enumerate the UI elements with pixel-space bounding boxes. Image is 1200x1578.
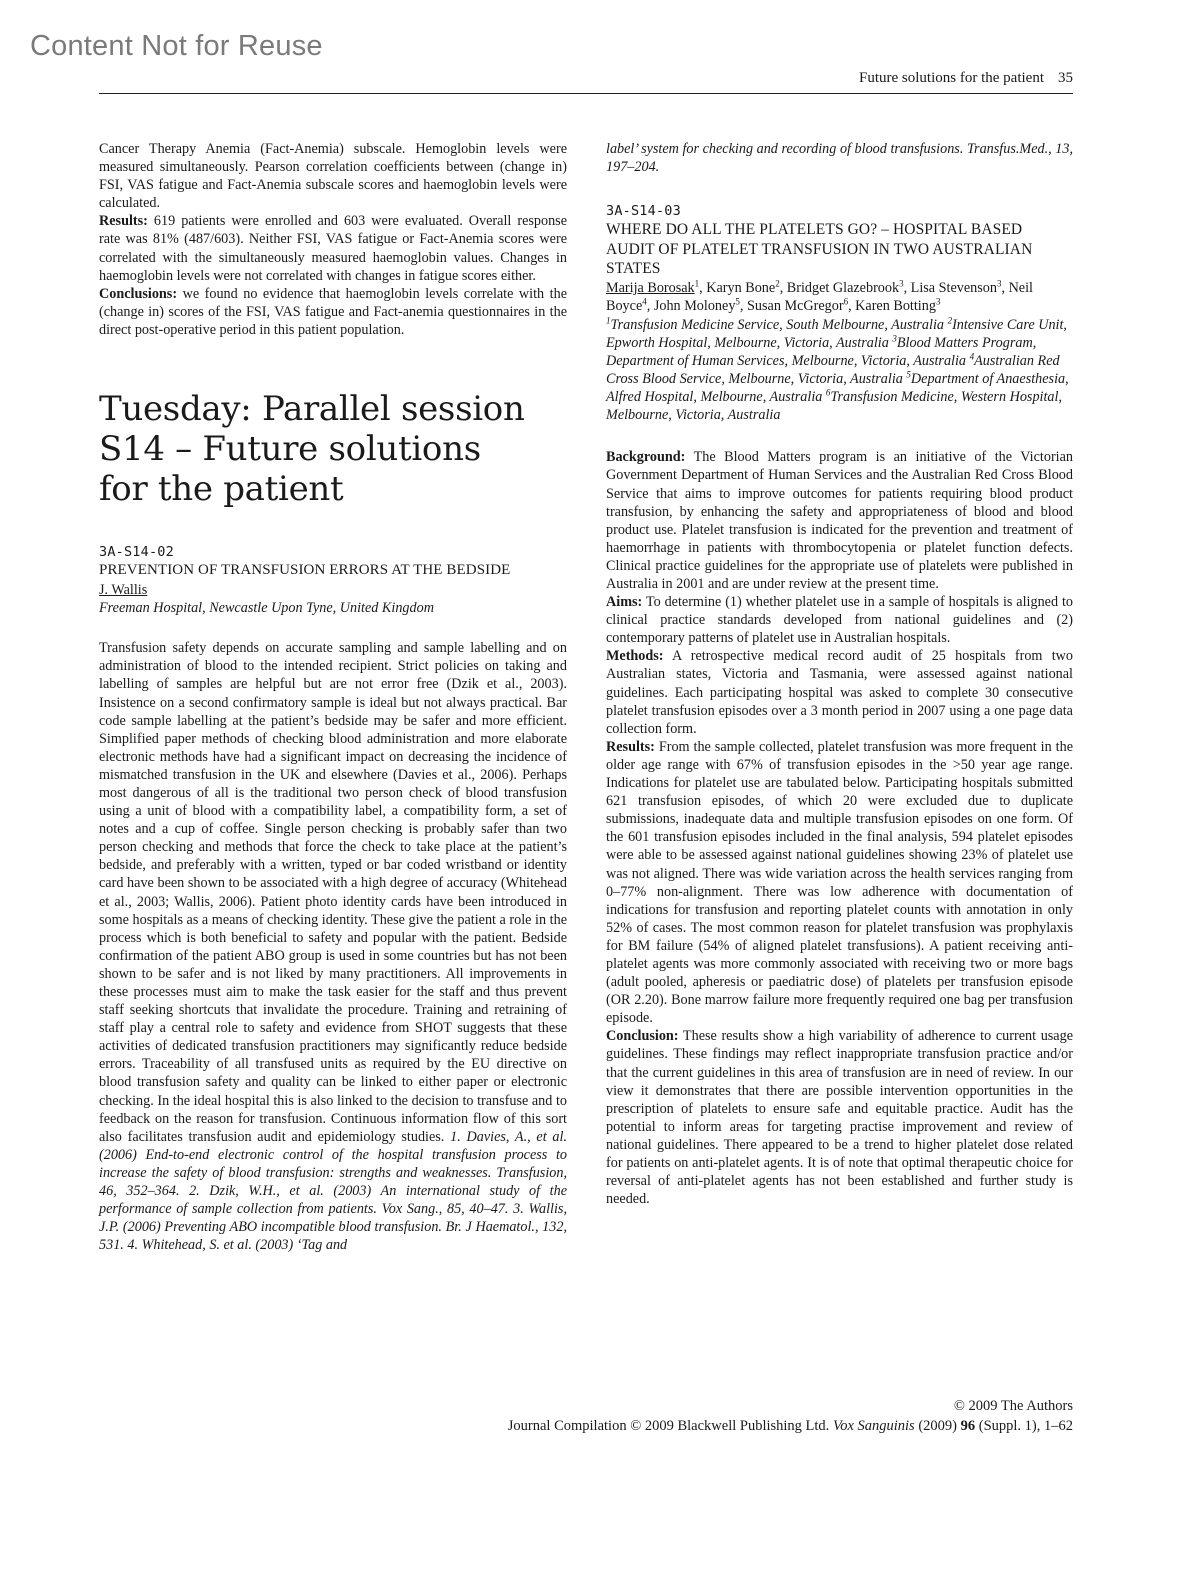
continued-abstract-conclusions bbox=[99, 285, 567, 339]
continued-abstract-intro: Cancer Therapy Anemia (Fact-Anemia) subscale. Hemoglobin levels were measured simultaneously. Pearson correlation coefficients between (change in) FSI, VAS fatigue and Fact-Anemia subscale scores and haemoglobin levels were calculated. bbox=[99, 141, 567, 212]
right-column bbox=[606, 140, 1073, 1208]
author-name: Karen Botting bbox=[855, 298, 936, 315]
conclusion-label: Conclusion: bbox=[606, 1028, 679, 1045]
conclusion-paragraph bbox=[606, 1027, 1073, 1208]
author-sup: 6 bbox=[843, 296, 849, 307]
methods-text: A retrospective medical record audit of 25 hospitals from two Australian states, Victoria and Tasmania, were assessed against national guidelines. Each participating hospital was asked to complete 30 consecutive platelet transfusion episodes over a 3 month period in 2007 using a one page data collection form. bbox=[606, 648, 1073, 737]
abstract-author bbox=[99, 581, 567, 600]
results-text: From the sample collected, platelet transfusion was more frequent in the older age range with 67% of transfusion episodes in the >50 year age range. Indications for platelet use are tabulated below. Participating hospitals submitted 621 transfusion episodes, of which 20 were excluded due to duplicate submissions, inadequate data and multiple transfusion episodes on one form. Of the 601 transfusion episodes included in the final analysis, 594 platelet episodes were able to be assessed against national guidelines showing 23% of platelet use was not aligned. There was wide variation across the health services ranging from 0–77% non-alignment. There was low adherence with documentation of indications for transfusion and reporting platelet counts with annotation in only 52% of cases. The most common reason for platelet transfusion was prophylaxis for BM failure (54% of aligned platelet transfusions). A patient receiving anti-platelet agents was more commonly associated with receiving two or more bags (adult pooled, apheresis or paediatric dose) of platelets per transfusion episode (OR 2.20). Bone marrow failure more frequently required one bag per transfusion episode. bbox=[606, 738, 1073, 1027]
abstract-authors: Marija Borosak$^1$, Karyn Bone$^2$, Bridget Glazebrook$^3$, Lisa Stevenson$^3$, Neil Boyce$^4$, John Moloney$^5$, Susan McGregor$^6$, Karen Botting$^3$ bbox=[606, 278, 1033, 315]
running-header bbox=[859, 70, 1073, 87]
author-sup: 3 bbox=[935, 296, 941, 307]
abstract-3A-S14-03 bbox=[606, 202, 1073, 1208]
journal-name: Vox Sanguinis bbox=[832, 1418, 915, 1434]
affil-text: Intensive Care Unit, Epworth Hospital, Melbourne, Victoria, Australia bbox=[606, 316, 1067, 351]
affil-sup: 1 bbox=[606, 315, 611, 326]
abstract-code: 3A-S14-03 bbox=[606, 203, 681, 220]
abstract-3A-S14-02 bbox=[99, 543, 567, 1254]
background-paragraph bbox=[606, 448, 1073, 593]
results-label: Results: bbox=[99, 213, 148, 230]
copyright-line: © 2009 The Authors bbox=[953, 1398, 1073, 1414]
abstract-title: PREVENTION OF TRANSFUSION ERRORS AT THE BEDSIDE bbox=[99, 562, 511, 579]
affil-text: Transfusion Medicine Service, South Melbourne, Australia bbox=[610, 316, 948, 333]
abstract-code: 3A-S14-02 bbox=[99, 544, 174, 561]
page-footer bbox=[508, 1396, 1073, 1436]
journal-year: (2009) bbox=[914, 1418, 961, 1434]
page-number: 35 bbox=[1058, 70, 1073, 86]
abstract-affiliation: Freeman Hospital, Newcastle Upon Tyne, United Kingdom bbox=[99, 600, 434, 617]
author-name: Susan McGregor bbox=[747, 298, 844, 315]
affil-sup: 4 bbox=[969, 351, 975, 362]
affil-sup: 6 bbox=[825, 387, 831, 398]
continued-abstract-results bbox=[99, 212, 567, 284]
journal-citation bbox=[508, 1416, 1073, 1436]
affil-text: Blood Matters Program, Department of Human Services, Melbourne, Victoria, Australia bbox=[606, 334, 1037, 369]
abstract-affiliations bbox=[606, 316, 1073, 425]
journal-volume: 96 bbox=[960, 1418, 976, 1434]
background-text: The Blood Matters program is an initiative of the Victorian Government Department of Human Services and the Australian Red Cross Blood Service that aims to improve outcomes for patients requiring blood product transfusion, by enhancing the safety and appropriateness of blood and blood product use. Platelet transfusion is indicated for the prevention and treatment of haemorrhage in patients with thrombocytopenia or platelet function defects. Clinical practice guidelines for the appropriate use of platelets were published in Australia in 2001 and are under review at the present time. bbox=[606, 449, 1073, 592]
journal-suffix: (Suppl. 1), 1–62 bbox=[975, 1418, 1073, 1434]
author-name: Bridget Glazebrook bbox=[786, 279, 900, 296]
background-label: Background: bbox=[606, 449, 686, 466]
aims-text: To determine (1) whether platelet use in a sample of hospitals is aligned to clinical practice standards developed from national guidelines and (2) contemporary patterns of platelet use in Australian hospitals. bbox=[606, 594, 1073, 647]
abstract-title: WHERE DO ALL THE PLATELETS GO? – HOSPITAL BASED AUDIT OF PLATELET TRANSFUSION IN TWO AUSTRALIAN STATES bbox=[606, 221, 1033, 278]
running-title: Future solutions for the patient bbox=[859, 70, 1044, 86]
methods-label: Methods: bbox=[606, 648, 664, 665]
author-sup: 5 bbox=[735, 296, 740, 307]
affil-sup: 3 bbox=[892, 333, 897, 344]
conclusion-text: These results show a high variability of adherence to current usage guidelines. These findings may reflect inappropriate transfusion practice and/or that the current guidelines in this area of transfusion are in need of review. In our view it demonstrates that there are possible intervention opportunities in the prescription of platelets to ensure safe and equitable practice. Audit has the potential to inform areas for targeting practise improvement and review of national guidelines. There appeared to be a trend to higher platelet dose related for patients on anti-platelet agents. It is of note that optimal therapeutic choice for reversal of anti-platelet agents has not been established and further study is needed. bbox=[606, 1028, 1073, 1208]
author-sup: 3 bbox=[899, 278, 904, 289]
header-rule bbox=[99, 93, 1073, 94]
abstract-body-text: Transfusion safety depends on accurate sampling and sample labelling and on administration of blood to the intended recipient. Strict policies on taking and labelling of samples are helpful but are not error free (Dzik et al., 2003). Insistence on a second confirmatory sample is ideal but not always practical. Bar code sample labelling at the patient’s bedside may be safer and more efficient. Simplified paper methods of checking blood administration and more elaborate electronic methods have had a significant impact on decreasing the incidence of mismatched transfusion in the UK and elsewhere (Davies et al., 2006). Perhaps most dangerous of all is the traditional two person check of blood transfusion using a unit of blood with a compatibility label, a compatibility form, a set of notes and a cup of coffee. Single person checking is probably safer than two person checking and methods that force the check to take place at the patient’s bedside, and preferably with a written, typed or bar coded wristband or identity card have been shown to be associated with a high degree of accuracy (Whitehead et al., 2003; Wallis, 2006). Patient photo identity cards have been introduced in some hospitals as a means of checking identity. These give the patient a role in the process which is both beneficial to safety and popular with the patient. Bedside confirmation of the patient ABO group is used in some countries but has not been shown to be safer and is not liked by many practitioners. All improvements in these processes must aim to make the task easier for the staff and thus prevent staff seeking shortcuts that invalidate the procedure. Training and retraining of staff play a central role to safety and evidence from SHOT suggests that these activities of dedicated transfusion practitioners may significantly reduce bedside errors. Traceability of all transfused units as required by the EU directive on blood transfusion safety and quality can be linked to either paper or electronic checking. In the ideal hospital this is also linked to the decision to transfuse and to feedback on the reason for transfusion. Continuous information flow of this sort also facilitates transfusion audit and epidemiology studies. bbox=[99, 640, 567, 1145]
watermark: Content Not for Reuse bbox=[30, 30, 323, 62]
session-title: Tuesday: Parallel session S14 – Future solutions for the patient bbox=[99, 389, 525, 510]
results-paragraph bbox=[606, 738, 1073, 1028]
conclusions-label: Conclusions: bbox=[99, 285, 178, 302]
affil-sup: 2 bbox=[947, 315, 953, 326]
conclusions-text: we found no evidence that haemoglobin levels correlate with the (change in) scores of the FSI, VAS fatigue and Fact-anemia questionnaires in the direct post-operative period in this patient population. bbox=[99, 285, 567, 338]
author-sup: 3 bbox=[996, 278, 1002, 289]
author-name: Neil Boyce bbox=[606, 279, 1033, 315]
author-sup: 2 bbox=[775, 278, 780, 289]
author-sup: 4 bbox=[642, 296, 647, 307]
left-column bbox=[99, 140, 567, 1254]
affil-text: Australian Red Cross Blood Service, Melbourne, Victoria, Australia bbox=[606, 352, 1060, 388]
author-sup: 1 bbox=[694, 278, 700, 289]
journal-prefix: Journal Compilation © 2009 Blackwell Publishing Ltd. bbox=[507, 1418, 833, 1434]
author-name: John Moloney bbox=[653, 298, 736, 315]
author-name: Lisa Stevenson bbox=[910, 279, 997, 296]
methods-paragraph bbox=[606, 647, 1073, 737]
author-name: Marija Borosak bbox=[606, 279, 695, 296]
results-text: 619 patients were enrolled and 603 were evaluated. Overall response rate was 81% (487/603). Neither FSI, VAS fatigue or Fact-Anemia scores were correlated with the simultaneously measured haemoglobin values. Changes in haemoglobin levels were not correlated with changes in fatigue scores either. bbox=[99, 213, 567, 284]
results-label: Results: bbox=[606, 738, 655, 755]
aims-paragraph bbox=[606, 593, 1073, 647]
affil-text: Transfusion Medicine, Western Hospital, Melbourne, Victoria, Australia bbox=[606, 389, 1063, 424]
reference-continuation: label’ system for checking and recording of blood transfusions. Transfus.Med., 13, 197–204. bbox=[606, 141, 1073, 176]
author-name: Karyn Bone bbox=[706, 279, 776, 296]
abstract-references: 1. Davies, A., et al. (2006) End-to-end electronic control of the hospital transfusion process to increase the safety of blood transfusion: strengths and weaknesses. Transfusion, 46, 352–364. 2. Dzik, W.H., et al. (2003) An international study of the performance of sample collection from patients. Vox Sang., 85, 40–47. 3. Wallis, J.P. (2006) Preventing ABO incompatible blood transfusion. Br. J Haematol., 132, 531. 4. Whitehead, S. et al. (2003) ‘Tag and bbox=[99, 1128, 567, 1254]
author-name: J. Wallis bbox=[99, 581, 148, 598]
abstract-body bbox=[99, 639, 567, 1254]
affil-text: Department of Anaesthesia, Alfred Hospital, Melbourne, Australia bbox=[606, 371, 1069, 406]
aims-label: Aims: bbox=[606, 594, 643, 611]
affil-sup: 5 bbox=[906, 369, 911, 380]
